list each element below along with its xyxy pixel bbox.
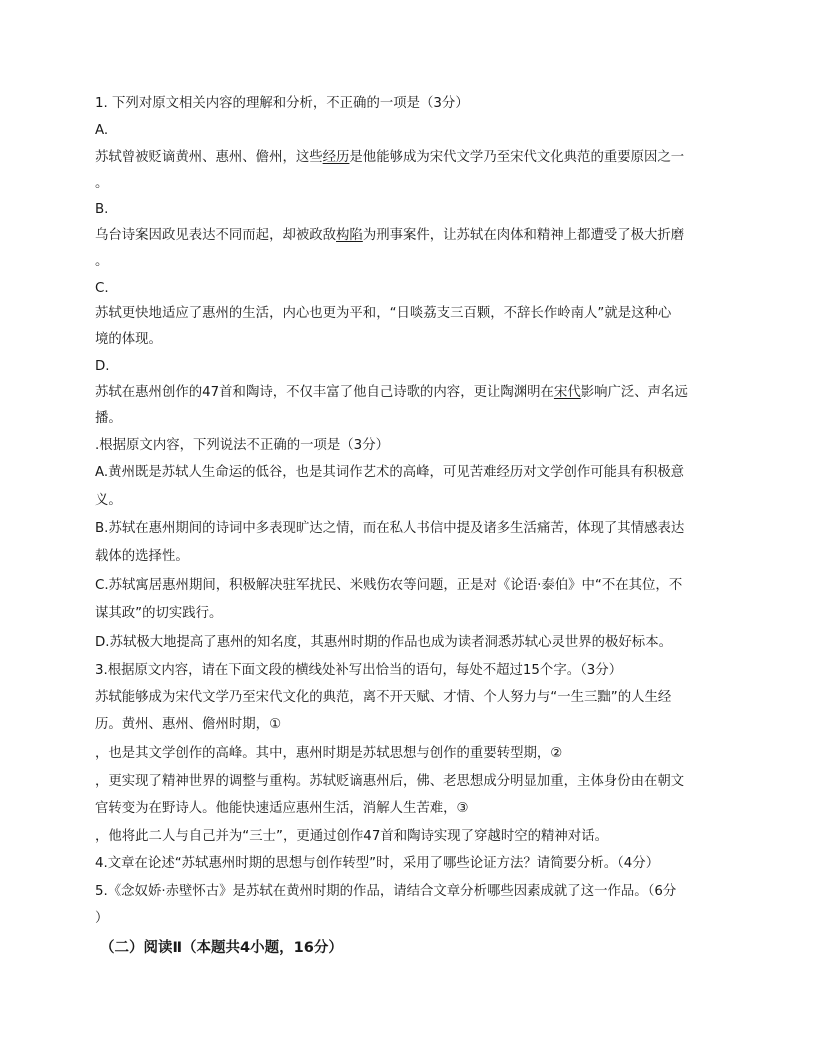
q3-passage-3: ，也是其文学创作的高峰。其中，惠州时期是苏轼思想与创作的重要转型期，② [95, 746, 563, 761]
q5-stem-1: 5.《念奴娇·赤壁怀古》是苏轼在黄州时期的作品，请结合文章分析哪些因素成就了这一作品。（6分 [95, 884, 677, 899]
underlined-term: 经历 [322, 150, 350, 165]
q2-option-c-2: 谋其政”的切实践行。 [95, 606, 223, 621]
underlined-term: 构陷 [336, 228, 363, 243]
q2-option-b-2: 载体的选择性。 [95, 549, 189, 564]
q1-option-c-label: C. [95, 281, 109, 296]
q1-option-d-label: D. [95, 359, 110, 374]
q1-option-d-text-1: 苏轼在惠州创作的47首和陶诗，不仅丰富了他自己诗歌的内容，更让陶渊明在宋代影响广泛、声名远 [95, 385, 688, 400]
q1-option-a-label: A. [95, 123, 109, 138]
q1-option-d-text-2: 播。 [95, 411, 122, 426]
q2-option-a-1: A.黄州既是苏轼人生命运的低谷，也是其词作艺术的高峰，可见苦难经历对文学创作可能具有积极意 [95, 465, 684, 480]
q2-stem: .根据原文内容，下列说法不正确的一项是（3分） [95, 438, 389, 453]
q1-option-a-text: 苏轼曾被贬谪黄州、惠州、儋州，这些经历是他能够成为宋代文学乃至宋代文化典范的重要原因之一 [95, 150, 685, 165]
q1-option-c-text-1: 苏轼更快地适应了惠州的生活，内心也更为平和，“日啖荔支三百颗，不辞长作岭南人”就是这种心 [95, 306, 672, 321]
q3-passage-1: 苏轼能够成为宋代文学乃至宋代文化的典范，离不开天赋、才情、个人努力与“一生三黜”的人生经 [95, 690, 672, 705]
q3-stem: 3.根据原文内容，请在下面文段的横线处补写出恰当的语句，每处不超过15个字。（3分） [95, 663, 623, 678]
q1-stem: 1. 下列对原文相关内容的理解和分析，不正确的一项是（3分） [95, 96, 469, 111]
q2-option-c-1: C.苏轼寓居惠州期间，积极解决驻军扰民、米贱伤农等问题，正是对《论语·泰伯》中“不在其位，不 [95, 578, 683, 593]
q2-option-b-1: B.苏轼在惠州期间的诗词中多表现旷达之情，而在私人书信中提及诸多生活痛苦，体现了其情感表达 [95, 521, 685, 536]
q1-option-b-text: 乌台诗案因政见表达不同而起，却被政敌构陷为刑事案件，让苏轼在肉体和精神上都遭受了极大折磨 [95, 228, 685, 243]
q2-option-d: D.苏轼极大地提高了惠州的知名度，其惠州时期的作品也成为读者洞悉苏轼心灵世界的极好标本。 [95, 635, 672, 650]
q1-option-b-label: B. [95, 202, 109, 217]
q3-passage-6: ，他将此二人与自己并为“三士”，更通过创作47首和陶诗实现了穿越时空的精神对话。 [95, 829, 608, 844]
q3-passage-2: 历。黄州、惠州、儋州时期，① [95, 717, 282, 732]
q3-passage-4: ，更实现了精神世界的调整与重构。苏轼贬谪惠州后，佛、老思想成分明显加重，主体身份由在朝文 [95, 774, 685, 789]
q4-stem: 4.文章在论述“苏轼惠州时期的思想与创作转型”时，采用了哪些论证方法？请简要分析。（4分） [95, 856, 660, 871]
underlined-term: 宋代 [553, 385, 581, 400]
q5-stem-2: ） [95, 911, 109, 926]
q1-option-b-end: 。 [95, 254, 109, 269]
q1-option-a-end: 。 [95, 176, 109, 191]
q1-option-c-text-2: 境的体现。 [95, 332, 162, 347]
q2-option-a-2: 义。 [95, 493, 122, 508]
section-heading: （二）阅读Ⅱ（本题共4小题，16分） [100, 940, 343, 956]
q3-passage-5: 官转变为在野诗人。他能快速适应惠州生活，消解人生苦难，③ [95, 801, 469, 816]
